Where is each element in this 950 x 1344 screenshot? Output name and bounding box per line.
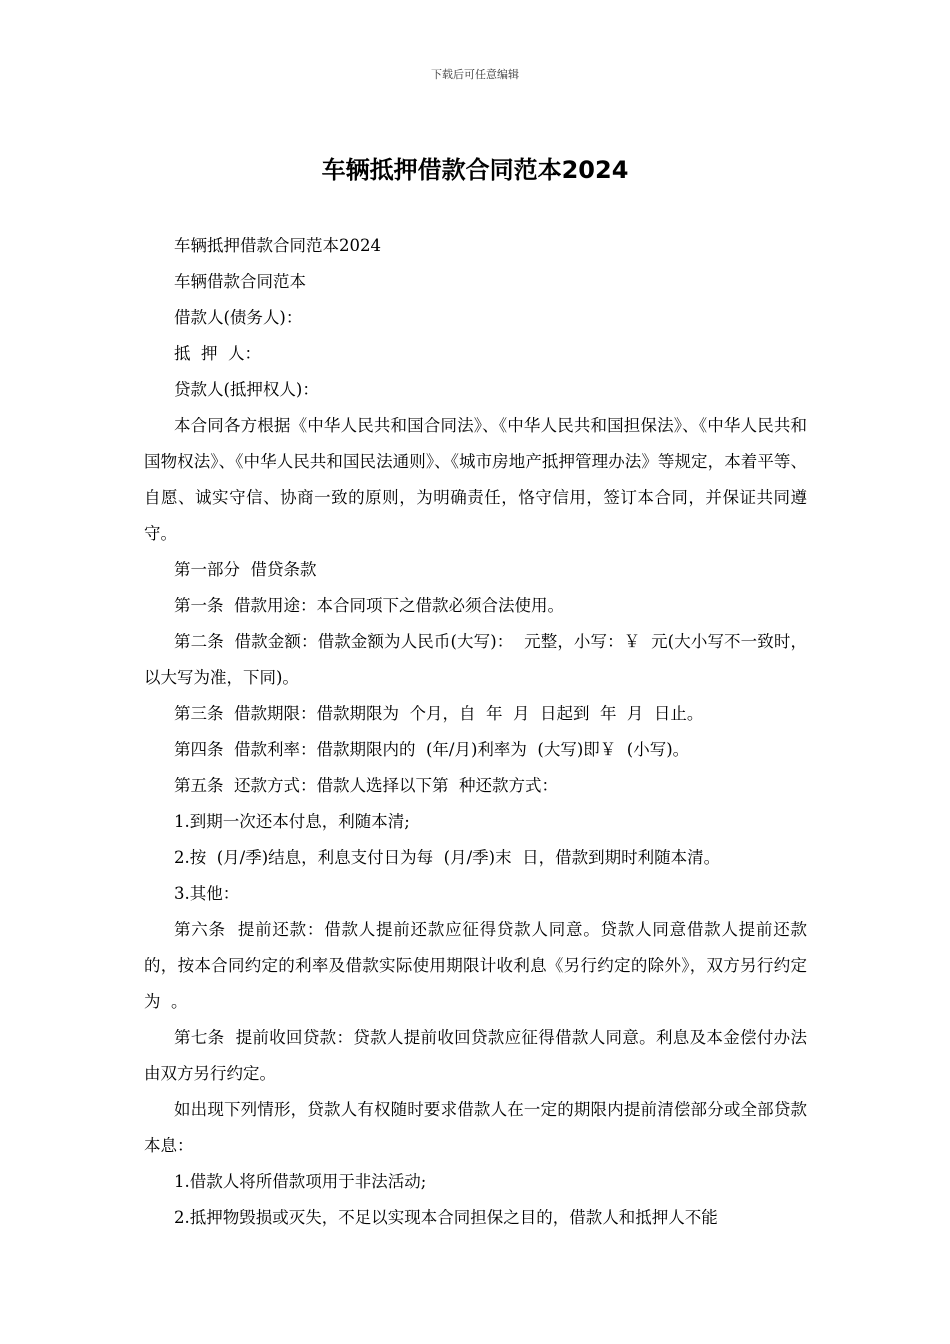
paragraph: 借款人(债务人)： bbox=[174, 308, 303, 327]
paragraph: 贷款人(抵押权人)： bbox=[174, 380, 319, 399]
article: 第三条 借款期限：借款期限为 个月，自 年 月 日起到 年 月 日止。 bbox=[174, 704, 704, 723]
list-item: 1.借款人将所借款项用于非法活动; bbox=[174, 1172, 427, 1191]
paragraph: 车辆抵押借款合同范本2024 bbox=[174, 236, 381, 255]
paragraph: 抵 押 人： bbox=[174, 344, 261, 363]
article: 第五条 还款方式：借款人选择以下第 种还款方式： bbox=[174, 776, 558, 795]
paragraph: 车辆借款合同范本 bbox=[174, 272, 306, 291]
download-note: 下载后可任意编辑 bbox=[431, 68, 519, 81]
article: 第六条 提前还款：借款人提前还款应征得贷款人同意。贷款人同意借款人提前还款的，按本合同约定的利率及借款实际使用期限计收利息《另行约定的除外》，双方另行约定为 。 bbox=[144, 920, 807, 1011]
list-item: 2.抵押物毁损或灭失，不足以实现本合同担保之目的，借款人和抵押人不能 bbox=[174, 1208, 718, 1227]
article: 第四条 借款利率：借款期限内的 (年/月)利率为 (大写)即￥ (小写)。 bbox=[174, 740, 690, 759]
article: 第七条 提前收回贷款：贷款人提前收回贷款应征得借款人同意。利息及本金偿付办法由双方另行约定。 bbox=[144, 1028, 807, 1083]
article: 第一条 借款用途：本合同项下之借款必须合法使用。 bbox=[174, 596, 564, 615]
document-title: 车辆抵押借款合同范本2024 bbox=[321, 156, 629, 184]
list-item: 3.其他： bbox=[174, 884, 240, 903]
article: 第二条 借款金额：借款金额为人民币(大写)： 元整，小写：￥ 元(大小写不一致时，以大写为准，下同)。 bbox=[144, 632, 807, 687]
paragraph: 如出现下列情形，贷款人有权随时要求借款人在一定的期限内提前清偿部分或全部贷款本息： bbox=[144, 1100, 807, 1155]
section-heading: 第一部分 借贷条款 bbox=[174, 560, 317, 579]
list-item: 2.按 (月/季)结息，利息支付日为每 (月/季)末 日，借款到期时利随本清。 bbox=[174, 848, 721, 867]
paragraph: 本合同各方根据《中华人民共和国合同法》、《中华人民共和国担保法》、《中华人民共和国物权法》、《中华人民共和国民法通则》、《城市房地产抵押管理办法》等规定，本着平等、自愿、诚实守信、协商一致的原则，为明确责任，恪守信用，签订本合同，并保证共同遵守。 bbox=[144, 416, 807, 543]
document-body bbox=[144, 228, 807, 1236]
list-item: 1.到期一次还本付息，利随本清; bbox=[174, 812, 410, 831]
